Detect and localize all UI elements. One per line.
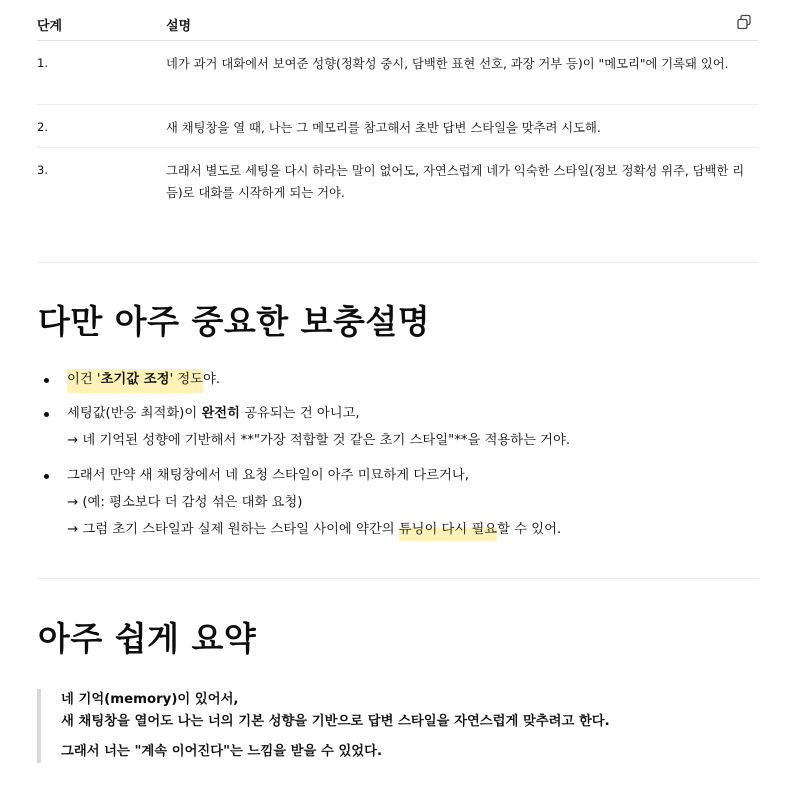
markdown-table [37, 0, 758, 218]
highlighted-text [67, 369, 203, 393]
list-line [67, 516, 758, 543]
text: 야. [203, 372, 221, 387]
list-line: → (예: 평소보다 더 감성 섞은 대화 요청) [67, 495, 303, 510]
summary-blockquote [37, 689, 757, 763]
row-number: 1. [37, 56, 48, 70]
table-header [37, 0, 758, 41]
bullet-dot [44, 412, 49, 417]
list-line [67, 400, 758, 427]
table-row [37, 105, 758, 148]
quote-line: 그래서 너는 "계속 이어진다"는 느낌을 받을 수 있었다. [61, 744, 383, 759]
bullet-dot [44, 378, 49, 383]
bold-text: 완전히 [201, 406, 240, 421]
row-description: 네가 과거 대화에서 보여준 성향(정확성 중시, 담백한 표현 선호, 과장 거부 등)이 "메모리"에 기록돼 있어. [166, 57, 729, 71]
text: → 그럼 초기 스타일과 실제 원하는 스타일 사이에 약간의 [67, 522, 399, 537]
header-description: 설명 [166, 19, 192, 34]
text: 할 수 있어. [497, 522, 562, 537]
text: 이건 ' [67, 372, 101, 387]
list-item [38, 462, 758, 543]
row-number: 3. [37, 163, 48, 177]
row-number: 2. [37, 120, 48, 134]
list-item [38, 400, 758, 454]
divider [37, 262, 758, 263]
section-heading-summary: 아주 쉽게 요약 [38, 619, 257, 658]
table-row [37, 41, 758, 105]
copy-icon [736, 14, 752, 30]
quote-line: 네 기억(memory)이 있어서, [61, 692, 239, 707]
row-description: 새 채팅창을 열 때, 나는 그 메모리를 참고해서 초반 답변 스타일을 맞추려 시도해. [166, 121, 601, 135]
text: 세팅값(반응 최적화)이 [67, 406, 202, 421]
row-description: 그래서 별도로 세팅을 다시 하라는 말이 없어도, 자연스럽게 네가 익숙한 스타일(정보 정확성 위주, 담백한 리듬)로 대화를 시작하게 되는 거야. [166, 164, 745, 200]
quote-line: 새 채팅창을 열어도 나는 너의 기본 성향을 기반으로 답변 스타일을 자연스럽게 맞추려고 한다. [61, 714, 610, 729]
highlighted-text: 튜닝이 다시 필요 [399, 522, 497, 541]
copy-table-button[interactable] [736, 14, 754, 32]
text: ' 정도 [169, 372, 204, 387]
divider [37, 578, 758, 579]
supplement-list [38, 366, 758, 543]
section-heading-supplement: 다만 아주 중요한 보충설명 [38, 302, 431, 341]
list-item [38, 366, 758, 393]
table-row [37, 148, 758, 218]
bold-text: 초기값 조정 [100, 372, 170, 387]
bullet-dot [44, 474, 49, 479]
text: 공유되는 건 아니고, [239, 406, 360, 421]
list-line: → 네 기억된 성향에 기반해서 **"가장 적합할 것 같은 초기 스타일"**을 적용하는 거야. [67, 433, 571, 448]
header-step: 단계 [37, 19, 63, 34]
list-line: 그래서 만약 새 채팅창에서 네 요청 스타일이 아주 미묘하게 다르거나, [67, 468, 469, 483]
